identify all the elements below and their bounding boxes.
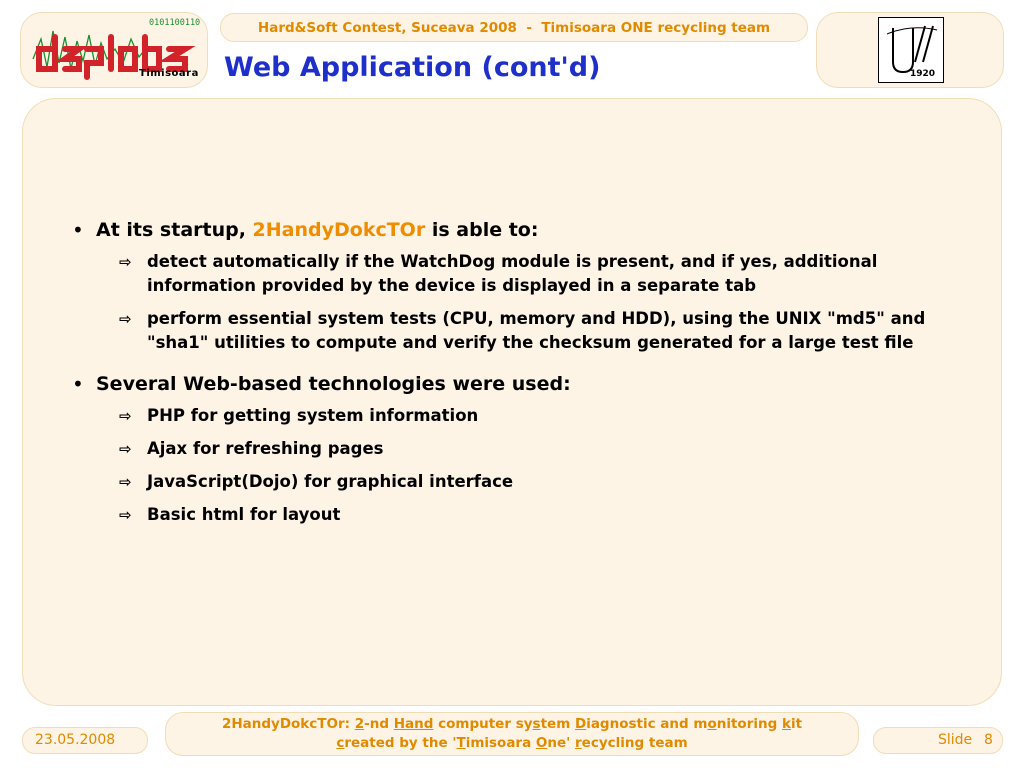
- arrow-right-icon: ⇨: [119, 440, 132, 458]
- bullet-dot-icon: •: [72, 372, 84, 396]
- bullet-text: At its startup, 2HandyDokcTOr is able to:: [96, 219, 539, 241]
- slide-number-panel: [873, 727, 1003, 754]
- bullet-item: [72, 372, 952, 527]
- sub-list: [96, 250, 952, 355]
- sub-item: ⇨ JavaScript(Dojo) for graphical interface: [96, 470, 952, 494]
- date-panel: [22, 727, 148, 754]
- footer-line-1: 2HandyDokcTOr: 2-nd Hand computer system Diagnostic and monitoring kit: [221, 716, 803, 732]
- sub-item: ⇨ perform essential system tests (CPU, memory and HDD), using the UNIX "md5" and "sha1" utilities to compute and verify the checksum generated for a large test file: [119, 309, 926, 352]
- bullet-list: [72, 218, 952, 536]
- logo-panel: [20, 12, 208, 88]
- arrow-right-icon: ⇨: [119, 473, 132, 491]
- slide-title: Web Application (cont'd): [224, 52, 601, 83]
- sub-list: [96, 404, 952, 527]
- bullet-item: [72, 218, 952, 355]
- header-text: Hard&Soft Contest, Suceava 2008 - Timisoara ONE recycling team: [257, 20, 771, 36]
- sub-item: ⇨ Basic html for layout: [96, 503, 952, 527]
- product-name: 2HandyDokcTOr: [252, 219, 426, 241]
- bullet-dot-icon: •: [72, 218, 84, 242]
- bullet-text: Several Web-based technologies were used:: [96, 373, 571, 395]
- slide-number: 8: [984, 732, 993, 748]
- header-banner: [220, 13, 808, 42]
- sub-item: ⇨ detect automatically if the WatchDog module is present, and if yes, additional information provided by the device is displayed in a separate tab: [119, 252, 878, 295]
- arrow-right-icon: ⇨: [119, 407, 132, 425]
- slide-label: Slide: [938, 732, 973, 748]
- arrow-right-icon: ⇨: [119, 253, 132, 271]
- logo-city-label: Timisoara: [139, 68, 199, 79]
- university-crest: [878, 17, 944, 83]
- crest-panel: [816, 12, 1004, 88]
- slide-date: 23.05.2008: [35, 732, 116, 748]
- footer-line-2: created by the 'Timisoara One' recycling team: [336, 735, 688, 751]
- arrow-right-icon: ⇨: [119, 310, 132, 328]
- arrow-right-icon: ⇨: [119, 506, 132, 524]
- sub-item: ⇨ Ajax for refreshing pages: [96, 437, 952, 461]
- footer-banner: [165, 712, 859, 756]
- crest-year: 1920: [909, 69, 935, 79]
- sub-item: ⇨ PHP for getting system information: [96, 404, 952, 428]
- logo-digits: 0101100110: [149, 18, 201, 28]
